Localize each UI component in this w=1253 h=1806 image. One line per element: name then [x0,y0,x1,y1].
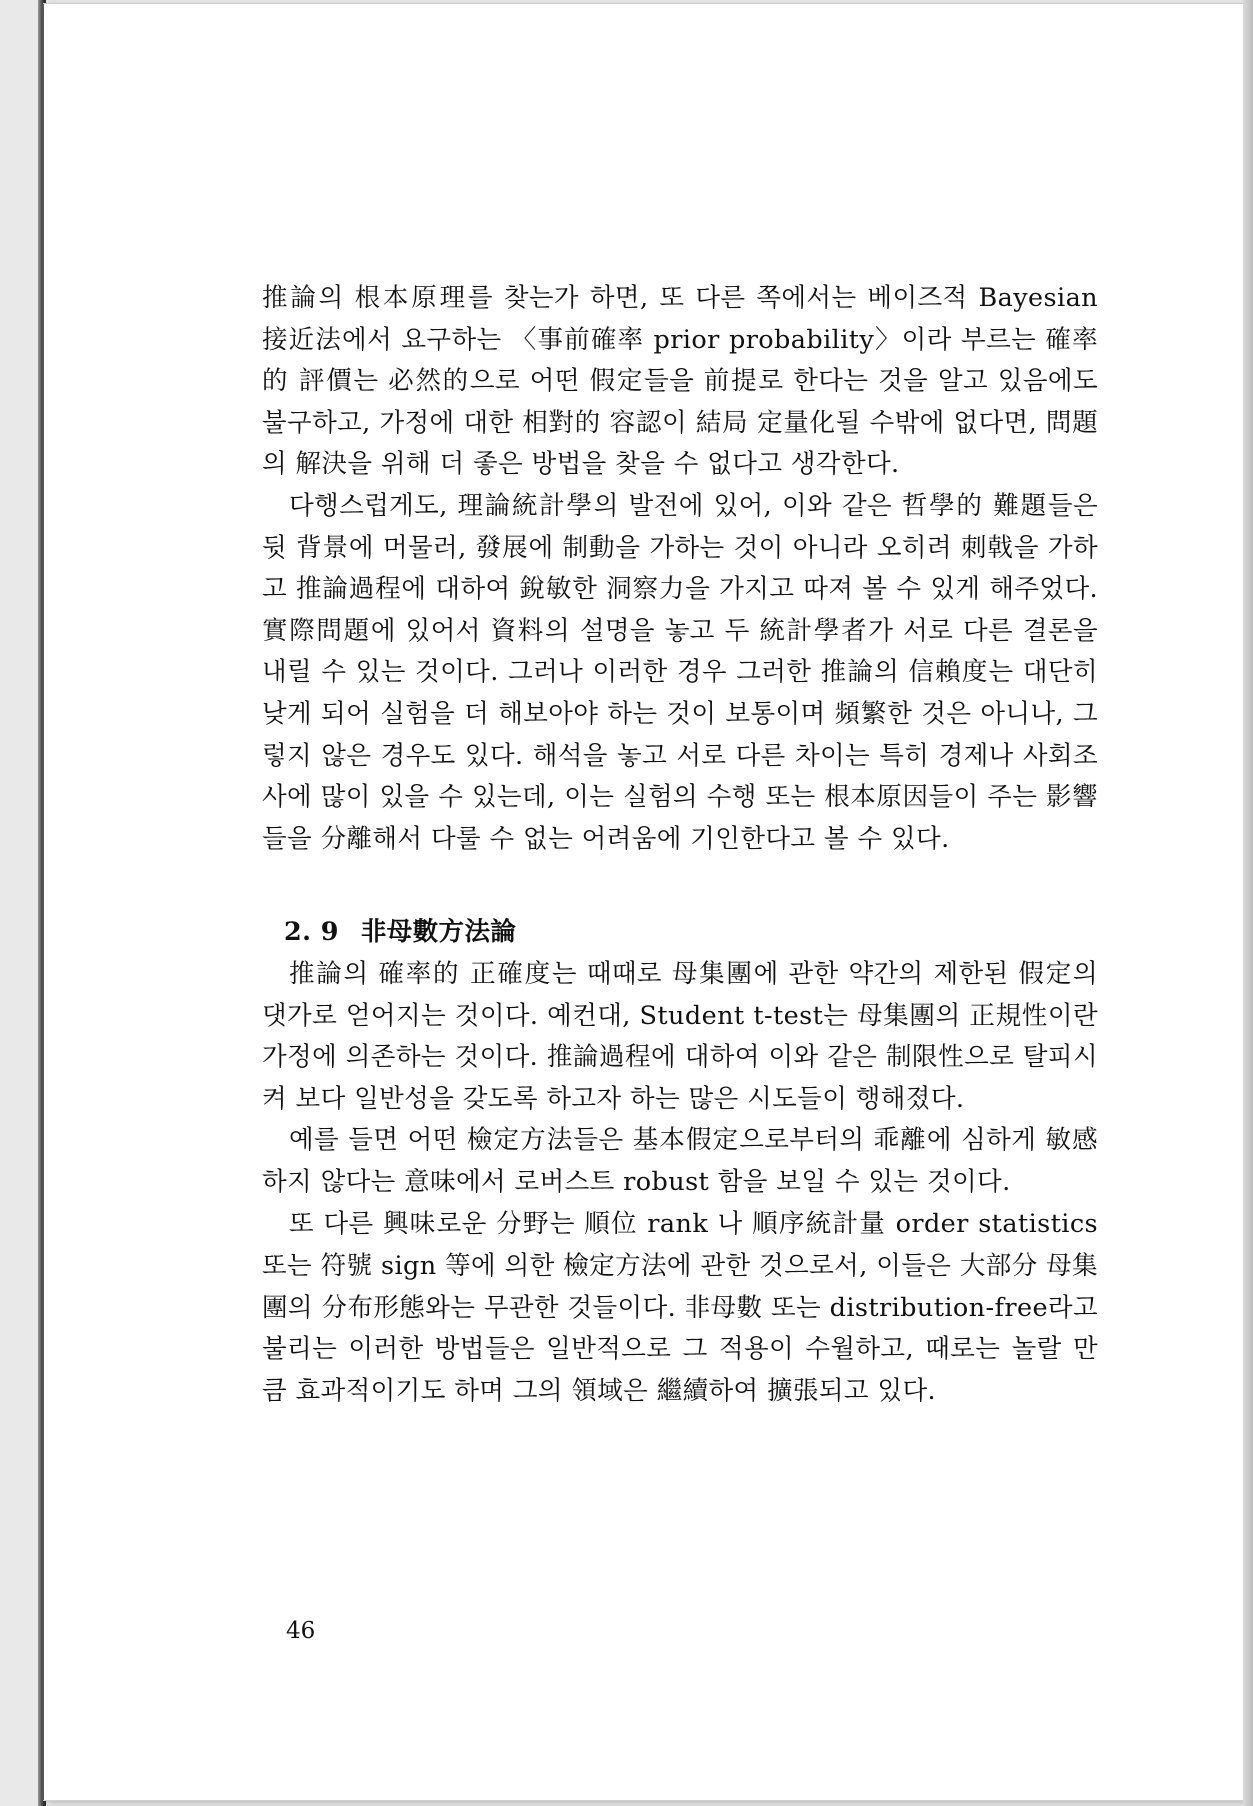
paragraph-2: 다행스럽게도, 理論統計學의 발전에 있어, 이와 같은 哲學的 難題들은 뒷 背景에 머물러, 發展에 制動을 가하는 것이 아니라 오히려 刺戟을 가하고 推論過程에 대하여 銳敏한 洞察力을 가지고 따져 볼 수 있게 해주었다. 實際問題에 있어서 資料의 설명을 놓고 두 統計學者가 서로 다른 결론을 내릴 수 있는 것이다. 그러나 이러한 경우 그러한 推論의 信賴度는 대단히 낮게 되어 실험을 더 해보아야 하는 것이 보통이며 頻繁한 것은 아니나, 그렇지 않은 경우도 있다. 해석을 놓고 서로 다른 차이는 특히 경제나 사회조사에 많이 있을 수 있는데, 이는 실험의 수행 또는 根本原因들이 주는 影響들을 分離해서 다룰 수 없는 어려움에 기인한다고 볼 수 있다. [262,490,1098,854]
body-text [262,278,1098,1412]
section-heading [262,912,1098,954]
section-number: 2. 9 [284,917,339,948]
paragraph-3: 推論의 確率的 正確度는 때때로 母集團에 관한 약간의 제한된 假定의 댓가로 얻어지는 것이다. 예컨대, Student t-test는 母集團의 正規性이란 가정에 의존하는 것이다. 推論過程에 대하여 이와 같은 制限性으로 탈피시켜 보다 일반성을 갖도록 하고자 하는 많은 시도들이 행해졌다. [262,958,1098,1114]
page-right-edge [1243,0,1253,1806]
paragraph-5: 또 다른 興味로운 分野는 順位 rank 나 順序統計量 order statistics 또는 符號 sign 等에 의한 檢定方法에 관한 것으로서, 이들은 大部分 母集團의 分布形態와는 무관한 것들이다. 非母數 또는 distribution-free라고 불리는 이러한 방법들은 일반적으로 그 적용이 수월하고, 때로는 놀랄 만큼 효과적이기도 하며 그의 領域은 繼續하여 擴張되고 있다. [262,1209,1098,1406]
paragraph-4: 예를 들면 어떤 檢定方法들은 基本假定으로부터의 乖離에 심하게 敏感하지 않다는 意味에서 로버스트 robust 함을 보일 수 있는 것이다. [262,1125,1098,1197]
section-title: 非母數方法論 [360,917,517,948]
section-spacer [262,860,1098,912]
page-number: 46 [286,1618,316,1644]
paragraph-1: 推論의 根本原理를 찾는가 하면, 또 다른 쪽에서는 베이즈적 Bayesian 接近法에서 요구하는 〈事前確率 prior probability〉이라 부르는 確率的 評價는 必然的으로 어떤 假定들을 前提로 한다는 것을 알고 있음에도 불구하고, 가정에 대한 相對的 容認이 結局 定量化될 수밖에 없다면, 問題의 解決을 위해 더 좋은 방법을 찾을 수 없다고 생각한다. [262,283,1098,480]
